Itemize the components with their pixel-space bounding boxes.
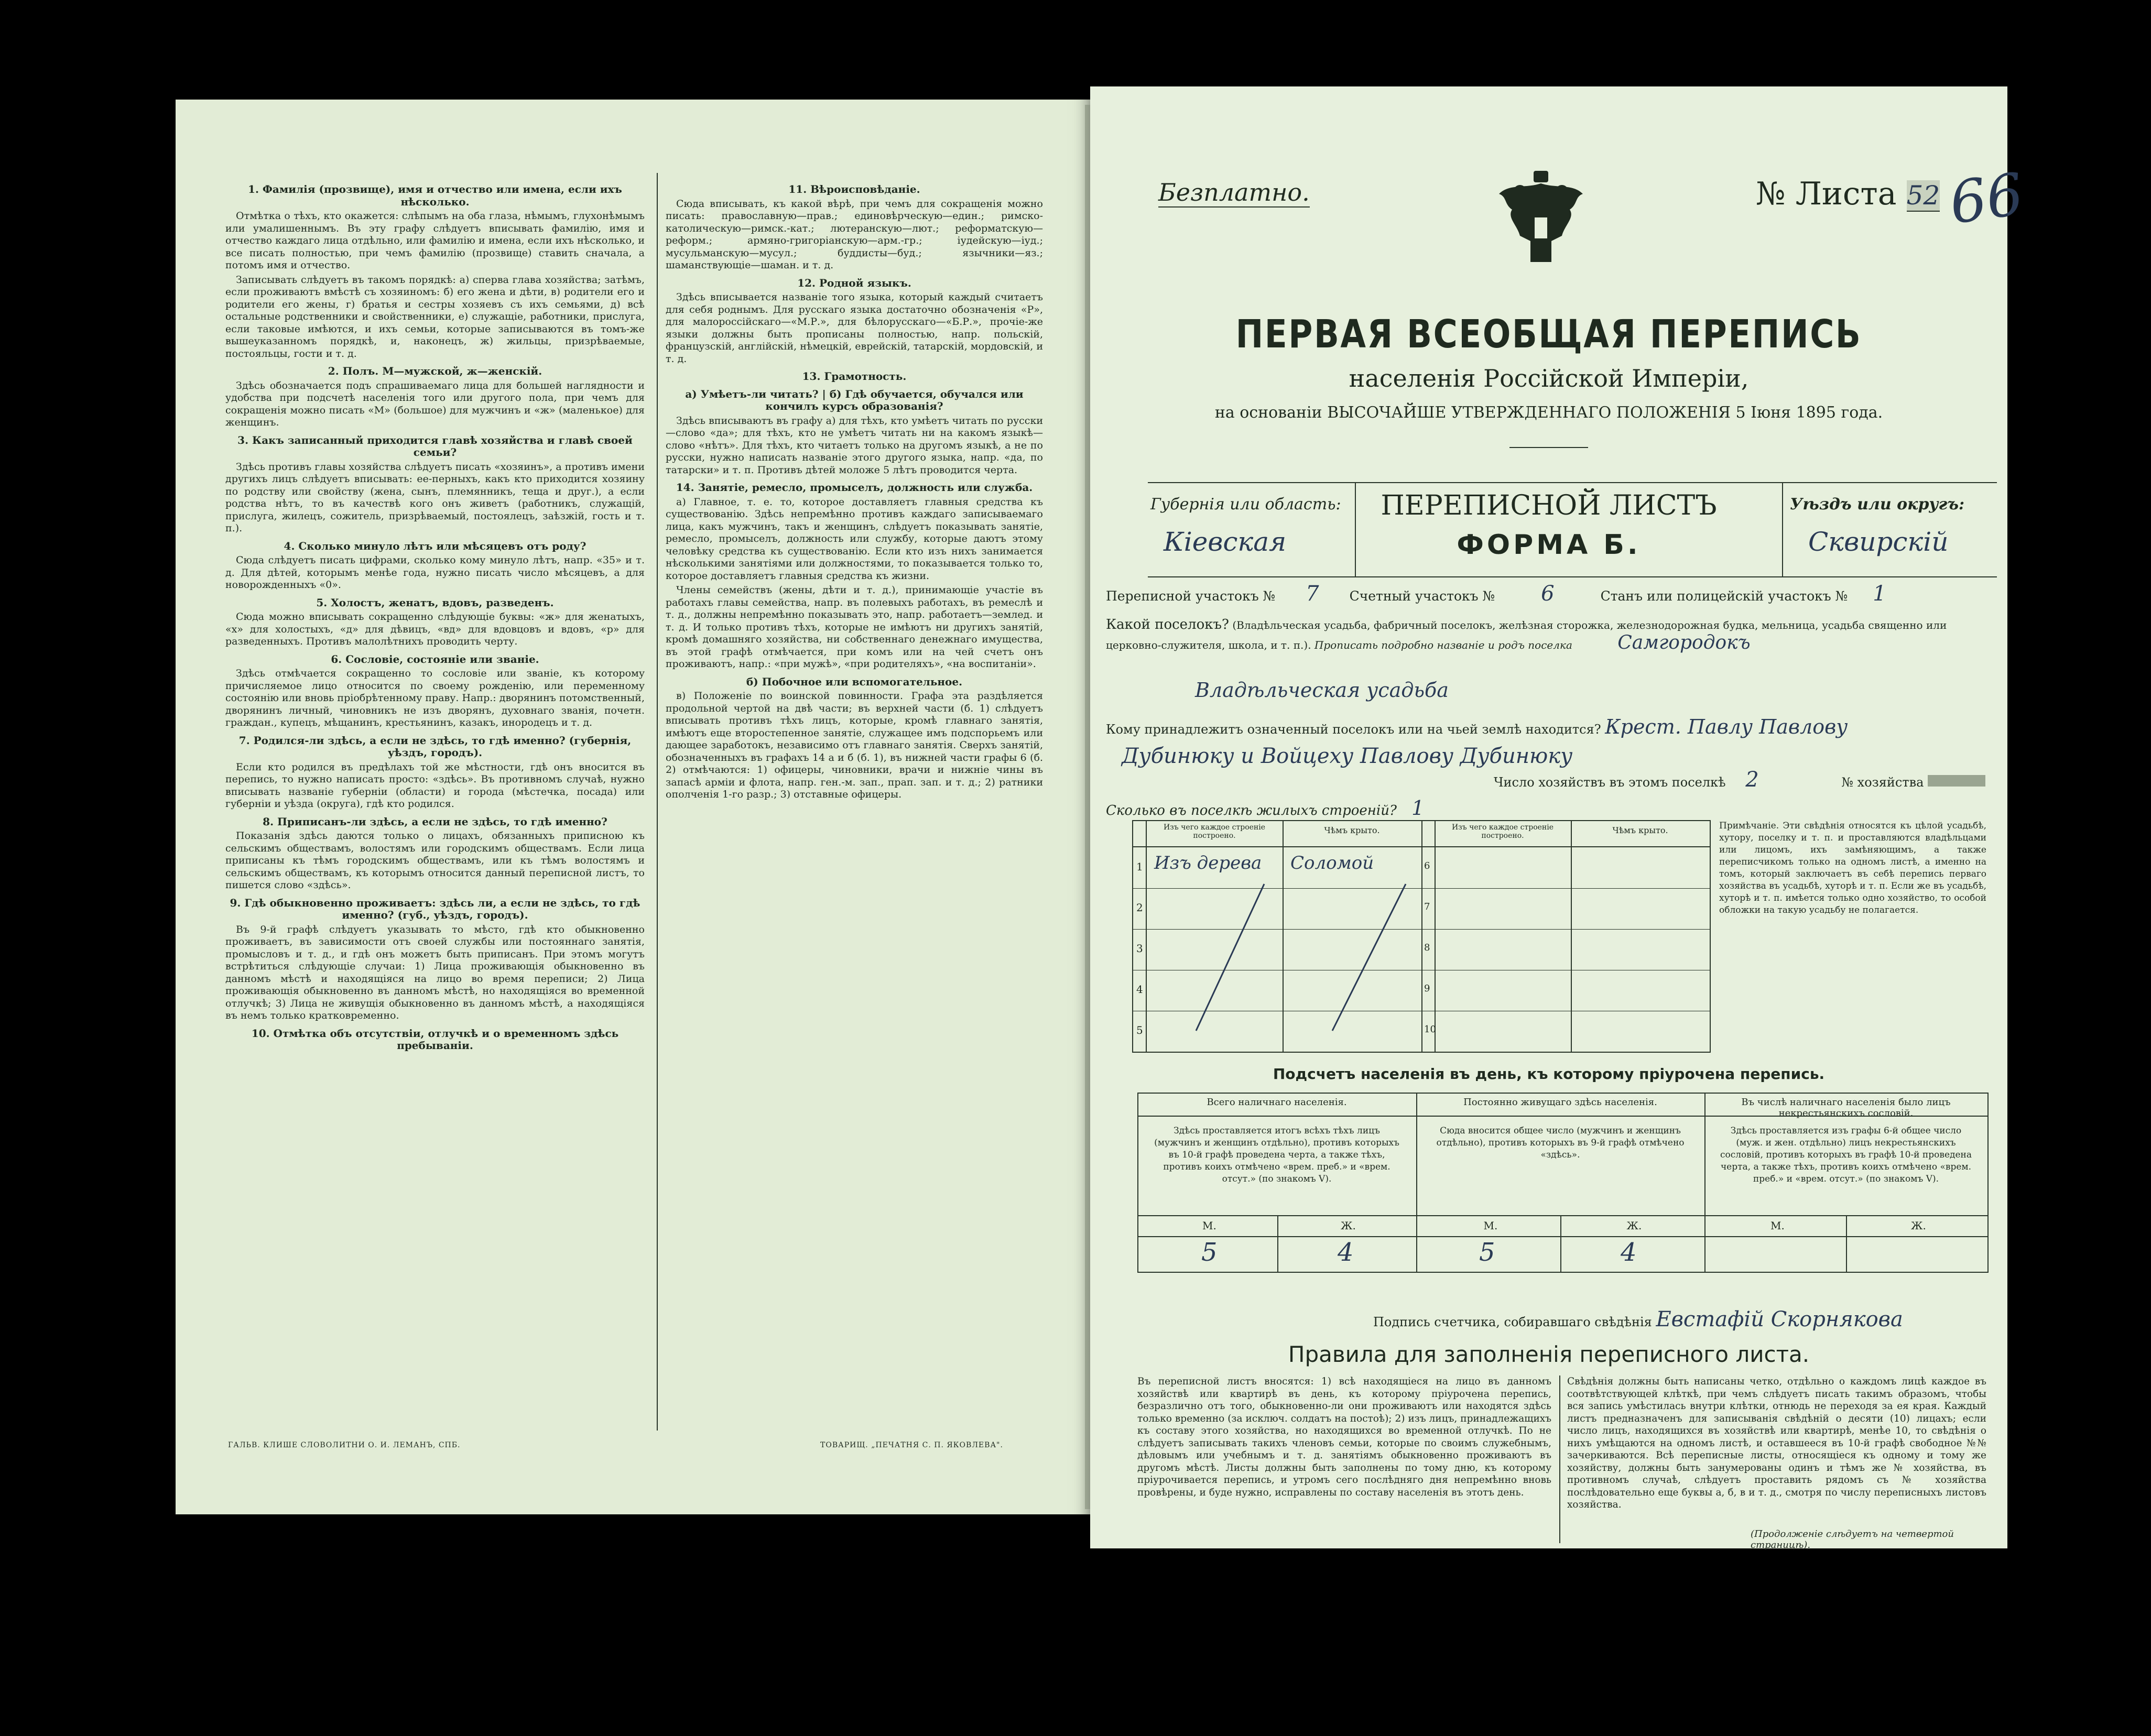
instruction-heading: 12. Родной языкъ. [797,276,911,289]
bt-row-number: 9 [1424,983,1430,994]
title-rule [1509,447,1588,448]
form-type-title: ПЕРЕПИСНОЙ ЛИСТЪ [1381,490,1717,521]
count-column-description: Здѣсь проставляется изъ графы 6-й общее число (муж. и жен. отдѣльно) лицъ некрестьянскихъ сословій, противъ которыхъ въ графѣ 10-й проведена черта, а также тѣхъ, противъ коихъ отмѣчено «врем. преб.» и «врем. отсут.» (по знакомъ V). [1720,1126,1972,1184]
sheet-number-value: 52 [1906,180,1940,211]
bt-row-number: 5 [1136,1024,1143,1036]
women-subheader: Ж. [1626,1219,1642,1232]
instructions-column-1 [225,178,645,1425]
uezd-label: Уѣздъ или округъ: [1790,495,1965,514]
form-type-subtitle: ФОРМА Б. [1457,529,1641,561]
instruction-paragraph: Здѣсь отмѣчается сокращенно то сословіе или званіе, къ которому причисляемое лицо относится по своему рожденію, или переменному состоянію или вновь пріобрѣтенному праву. Напр.: дворянинъ потомственный, дворянинъ личный, чиновникъ не изъ дворянъ, духовнаго званія, почетн. граждан., купецъ, мѣщанинъ, крестьянинъ, казакъ, инородецъ и т. д. [225,668,645,728]
instruction-heading: 6. Сословіе, состояніе или званіе. [331,652,539,665]
rules-title: Правила для заполненія переписного листа. [1288,1341,1810,1367]
bt-strike-lines [1133,821,1427,1052]
ct-mz3 [1846,1215,1847,1272]
count-column-description: Сюда вносится общее число (мужчинъ и женщинъ отдѣльно), противъ которыхъ въ 9-й графѣ отмѣчено «здѣсь». [1436,1126,1685,1160]
bt-row-number: 7 [1424,901,1430,912]
column-divider [657,173,658,1431]
rules-right-text: Свѣдѣнія должны быть написаны четко, отдѣльно о каждомъ лицѣ каждое въ соотвѣтствующей клѣткѣ, при чемъ слѣдуетъ писать такимъ образомъ, чтобы вся запись умѣстилась внутри клѣтки, отнюдь не переходя за ея края. Каждый листъ предназначенъ для записыванія свѣдѣній о десяти (10) лицахъ; если число лицъ, находящихся въ хозяйствѣ или квартирѣ, менѣе 10, то свѣдѣнія о нихъ умѣщаются на одномъ листѣ, и оставшееся въ 10-й графѣ свободное №№ зачеркиваются. Всѣ переписные листы, относящіеся къ одному и тому же хозяйству, должны быть занумерованы одинъ и тѣмъ же № хозяйства, въ противномъ случаѣ, слѣдуетъ проставить рядомъ съ № хозяйства послѣдовательно еще буквы а, б, в и т. д., смотря по числу переписныхъ листовъ хозяйства. [1567,1376,1986,1510]
printer-credit-right: ТОВАРИЩ. „ПЕЧАТНЯ С. П. ЯКОВЛЕВА". [820,1441,1003,1449]
instruction-heading: 14. Занятіе, ремесло, промыселъ, должность или служба. [676,481,1033,494]
free-label: Безплатно. [1158,178,1310,206]
owner-value-line2: Дубинюку и Войцеху Павлову Дубинюку [1122,744,1573,768]
settlement-label: Какой поселокъ? (Владѣльческая усадьба, фабричный поселокъ, желѣзная сторожка, железнодорожная будка, мельница, усадьба священно или церковно-служителя, школа, и т. п.). Прописать подробно названіе и родъ поселка Самгородокъ [1106,617,1947,653]
instruction-heading: 4. Сколько минуло лѣтъ или мѣсяцевъ отъ роду? [284,539,586,552]
counting-district-value: 6 [1541,582,1555,606]
settlement-value: Самгородокъ [1617,632,1751,653]
count-column-header: Всего наличнаго населенія. [1207,1097,1347,1108]
ct-div1 [1416,1094,1417,1272]
district-line: Переписной участокъ № 7 Счетный участокъ № 6 Станъ или полицейскій участокъ № 1 [1106,582,1907,606]
instruction-paragraph: Здѣсь вписываютъ въ графу а) для тѣхъ, кто умѣетъ читать по русски—слово «да»; для тѣхъ, кто не умѣетъ читать ни на какомъ языкѣ—слово «нѣтъ». Для тѣхъ, кто читаетъ только на другомъ языкѣ, а не по русски, нужно написать названіе этого другого языка, напр. «да, по татарски» и т. п. Противъ дѣтей моложе 5 лѣтъ проводится черта. [666,414,1043,476]
ct-rule3 [1138,1236,1987,1237]
header-top-rule [1148,482,1997,483]
bt-row-number: 8 [1424,942,1430,953]
bt-row1-material: Изъ дерева [1154,853,1262,874]
women-subheader: Ж. [1341,1219,1356,1232]
police-district-value: 1 [1873,582,1886,606]
header-bottom-rule [1148,576,1997,577]
bt-row-number: 1 [1136,860,1143,873]
instruction-heading: 1. Фамилія (прозвище), имя и отчество или имена, если ихъ нѣсколько. [248,183,622,208]
sheet-number-label: № Листа 52 [1756,176,1940,212]
instruction-paragraph: Записывать слѣдуетъ въ такомъ порядкѣ: а) сперва глава хозяйства; затѣмъ, если проживаютъ вмѣстѣ съ хозяиномъ: б) его жена и дѣти, в) родители его и родители его жены, г) братья и сестры хозяевъ съ ихъ семьями, д) всѣ остальные родственники и свойственники, е) служащіе, работники, прислуга, если таковые имѣются, и ихъ семьи, которые записываются въ томъ-же вышеуказанномъ порядкѣ, и, наконецъ, ж) жильцы, призрѣваемые, постояльцы, гости и т. д. [225,274,645,359]
form-main-title: ПЕРВАЯ ВСЕОБЩАЯ ПЕРЕПИСЬ [1235,312,1862,357]
gubernia-label: Губернія или область: [1150,495,1341,514]
instruction-paragraph: Здѣсь обозначается подъ спрашиваемаго лица для большей наглядности и удобства при подсчетѣ населенія того или другого пола, при чемъ для сокращенія можно писать «М» (большое) для мужчинъ и «ж» (маленькое) для женщинъ. [225,379,645,428]
census-district-value: 7 [1306,582,1319,606]
ct-mz2 [1560,1215,1561,1272]
bt-row-number: 10 [1424,1024,1436,1035]
form-subtitle: населенія Россійской Имперіи, [1349,364,1749,392]
ct-rule2 [1138,1215,1987,1216]
settlement-value-line2: Владѣльческая усадьба [1195,679,1449,702]
instruction-paragraph: Сюда слѣдуетъ писать цифрами, сколько кому минуло лѣтъ, напр. «35» и т. д. Для дѣтей, которымъ менѣе года, нужно писать число мѣсяцевъ, а для новорожденныхъ «0». [225,554,645,591]
rules-continued: (Продолженіе слѣдуетъ на четвертой страницѣ). [1751,1528,1954,1551]
uezd-value: Сквирскій [1808,527,1949,557]
bt-row1-roof: Соломой [1290,853,1374,874]
owner-line: Кому принадлежитъ означенный поселокъ или на чьей землѣ находится? Крест. Павлу Павлову [1106,715,1848,738]
instruction-paragraph: Если кто родился въ предѣлахъ той же мѣстности, гдѣ онъ вносится въ перепись, то нужно написать просто: «здѣсь». Въ противномъ случаѣ, нужно вписывать названіе губерніи (области) и города (мѣстечка, посада) или губерніи и уѣзда (округа), гдѣ кто родился. [225,761,645,810]
instruction-heading: 13. Грамотность. [802,370,907,383]
instruction-heading: 8. Приписанъ-ли здѣсь, а если не здѣсь, то гдѣ именно? [263,815,607,828]
right-page-census-form [1090,86,2028,1551]
bt-div4 [1435,821,1436,1052]
instruction-heading: 9. Гдѣ обыкновенно проживаетъ: здѣсь ли, а если не здѣсь, то гдѣ именно? (губ., уѣздъ, городъ). [230,896,640,921]
bt-row-number: 4 [1136,983,1143,996]
households-value: 2 [1745,768,1759,792]
bt-header-roof-right: Чѣмъ крыто. [1612,825,1668,835]
instruction-heading: 3. Какъ записанный приходится главѣ хозяйства и главѣ своей семьи? [237,433,633,458]
total-men-count: 5 [1201,1238,1218,1267]
households-line: Число хозяйствъ въ этомъ поселкѣ 2 № хозяйства [1494,768,1985,792]
count-section-title: Подсчетъ населенія въ день, къ которому пріурочена перепись. [1273,1065,1825,1083]
corner-archive-number: 66 [1945,160,2028,237]
instruction-paragraph: Отмѣтка о тѣхъ, кто окажется: слѣпымъ на оба глаза, нѣмымъ, глухонѣмымъ или умалишеннымъ. Въ эту графу слѣдуетъ вписывать фамилію, имя и отчество каждаго лица отдѣльно, или фамилію и имена, если ихъ нѣсколько, и все писать полностью, при чемъ фамилію (прозвище) ставить сначала, а потомъ имя и отчество. [225,210,645,271]
bt-row-number: 3 [1136,942,1143,955]
men-subheader: М. [1770,1219,1785,1232]
bt-div5 [1571,821,1572,1052]
instruction-paragraph: а) Главное, т. е. то, которое доставляетъ главныя средства къ существованію. Здѣсь непремѣнно противъ каждаго записываемаго лица, какъ мужчинъ, такъ и женщинъ, слѣдуетъ показывать занятіе, ремесло, промыселъ, должность или службу, которые даютъ этому человѣку средства къ существованію. Если кто изъ нихъ занимается нѣсколькими занятіями или должностями, то показывается только то, которое доставляетъ главныя средства къ жизни. [666,496,1043,582]
bt-header-material-right: Изъ чего каждое строеніе построено. [1451,823,1554,840]
buildings-table [1132,820,1711,1053]
bt-header-roof-left: Чѣмъ крыто. [1324,825,1380,835]
count-column-description: Здѣсь проставляется итогъ всѣхъ тѣхъ лицъ (мужчинъ и женщинъ отдѣльно), противъ которыхъ въ 10-й графѣ проведена черта, а также тѣхъ, противъ коихъ отмѣчено «врем. преб.» и «врем. отсут.» (по знакомъ V). [1154,1126,1399,1184]
instruction-paragraph: Сюда можно вписывать сокращенно слѣдующіе буквы: «ж» для женатыхъ, «х» для холостыхъ, «д» для дѣвицъ, «вд» для вдовцовъ и вдовъ, «р» для разведенныхъ. Противъ малолѣтнихъ проводить черту. [225,611,645,647]
permanent-women-count: 4 [1621,1238,1637,1267]
buildings-line: Сколько въ поселкѣ жилыхъ строеній? 1 [1106,796,1425,820]
left-page-instructions [176,100,1101,1514]
ct-div2 [1704,1094,1705,1272]
double-headed-eagle-emblem [1489,168,1593,272]
permanent-men-count: 5 [1479,1238,1495,1267]
form-legal-basis: на основаніи ВЫСОЧАЙШЕ УТВЕРЖДЕННАГО ПОЛОЖЕНІЯ 5 Іюня 1895 года. [1214,403,1883,422]
household-number-redacted [1928,775,1985,787]
instruction-paragraph: Члены семействъ (жены, дѣти и т. д.), принимающіе участіе въ работахъ главы семейства, напр. въ полевыхъ работахъ, въ ремеслѣ и т. д., должны непремѣнно показывать это, напр. работаетъ—землед. и т. д. И только противъ тѣхъ, которые не имѣютъ ни другихъ занятій, кромѣ домашняго хозяйства, ни собственнаго денежнаго имущества, въ этой графѣ отмѣчается, при комъ или на чей счетъ онъ проживаютъ, напр.: «при мужѣ», «при родителяхъ», «на воспитаніи». [666,584,1043,670]
gubernia-value: Кіевская [1164,527,1287,557]
bt-row-number: 6 [1424,860,1430,871]
instruction-paragraph: Показанія здѣсь даются только о лицахъ, обязанныхъ приписною къ сельскимъ обществамъ, волостямъ или городскимъ обществамъ. Если лица приписаны къ тѣмъ городскимъ обществамъ, или къ тѣмъ волостямъ и сельскимъ обществамъ, къ которымъ относится данный переписной листъ, то пишется слово «здѣсь». [225,830,645,891]
count-column-header: Въ числѣ наличнаго населенія было лицъ некрестьянскихъ сословій. [1741,1097,1951,1119]
instruction-heading: 5. Холостъ, женатъ, вдовъ, разведенъ. [316,596,554,609]
rules-left-text: Въ переписной листъ вносятся: 1) всѣ находящіеся на лицо въ данномъ хозяйствѣ или квартирѣ въ день, къ которому пріурочена перепись, безразлично отъ того, обыкновенно-ли они проживаютъ или находятся здѣсь только временно (за исключ. солдатъ на постоѣ); 2) изъ лицъ, принадлежащихъ къ составу этого хозяйства, но находящихся во временной отлучкѣ. По не слѣдуетъ записывать такихъ членовъ семьи, которые по своимъ служебнымъ, дѣловымъ или учебнымъ и т. д. занятіямъ обыкновенно проживаютъ въ другомъ мѣстѣ. Листы должны быть заполнены по тому дню, къ которому пріурочивается перепись, и утромъ сего послѣдняго дня непремѣнно вновь провѣрены, и буде нужно, исправлены по составу населенія въ этотъ день. [1137,1376,1551,1498]
instruction-paragraph: Сюда вписывать, къ какой вѣрѣ, при чемъ для сокращенія можно писать: православную—прав.; единовѣрческую—един.; римско-католическую—римск.-кат.; лютеранскую—лют.; реформатскую—реформ.; армяно-григоріанскую—арм.-гр.; іудейскую—іуд.; мусульманскую—мусул.; буддисты—буд.; язычники—яз.; шаманствующіе—шаман. и т. д. [666,198,1043,271]
bt-row-number: 2 [1136,901,1143,914]
instruction-heading: б) Побочное или вспомогательное. [746,675,963,688]
bt-header-material-left: Изъ чего каждое строеніе построено. [1163,823,1266,840]
buildings-note: Примѣчаніе. Эти свѣдѣнія относятся къ цѣлой усадьбѣ, хутору, поселку и т. п. и проставляются владѣльцами или лицомъ, ихъ замѣняющимъ, а также переписчикомъ только на одномъ листѣ, а именно на томъ, который заключаетъ въ себѣ перепись перваго хозяйства въ усадьбѣ, хуторѣ и т. п. Если же въ усадьбѣ, хуторѣ и т. п. имѣется только одно хозяйство, то особой обложки на такую усадьбу не полагается. [1719,821,1986,915]
count-table [1137,1093,1989,1273]
owner-value: Крест. Павлу Павлову [1605,715,1848,738]
signature-value: Евстафій Скорнякова [1656,1307,1903,1331]
instruction-heading: 11. Вѣроисповѣданіе. [788,183,920,195]
instructions-column-2 [666,178,1043,1425]
instruction-paragraph: в) Положеніе по воинской повинности. Графа эта раздѣляется продольной чертой на двѣ части; въ верхней части (б. 1) слѣдуетъ вписывать противъ тѣхъ лицъ, которые, кромѣ главнаго занятія, имѣютъ еще второстепенное занятіе, служащее имъ подспорьемъ или дающее заработокъ, независимо отъ главнаго занятія. Сверхъ занятій, обозначенныхъ въ графахъ 14 а и б (б. 1), въ нижней части графы 6 (б. 2) отмѣчаются: 1) офицеры, чиновники, врачи и нижніе чины въ запасѣ арміи и флота, напр. ген.-м. зап., прап. зап. и т. д.; 2) ратники ополченія 1-го разр.; 3) отставные офицеры. [666,690,1043,800]
count-column-header: Постоянно живущаго здѣсь населенія. [1463,1097,1657,1108]
women-subheader: Ж. [1911,1219,1926,1232]
total-women-count: 4 [1338,1238,1354,1267]
instruction-heading: а) Умѣетъ-ли читать? | б) Гдѣ обучается, обучался или кончилъ курсъ образованія? [685,387,1024,412]
instruction-heading-absence: 10. Отмѣтка объ отсутствіи, отлучкѣ и о временномъ здѣсь пребываніи. [251,1027,619,1052]
signature-line: Подпись счетчика, собиравшаго свѣдѣнія Евстафій Скорнякова [1373,1307,1903,1331]
rules-divider [1559,1375,1560,1543]
instruction-paragraph: Здѣсь вписывается названіе того языка, который каждый считаетъ для себя роднымъ. Для русскаго языка достаточно обозначенія «Р», для малороссійскаго—«М.Р.», для бѣлорусскаго—«Б.Р.», прочіе-же языки должны быть прописаны полностью, напр. польскій, французскій, англійскій, нѣмецкій, еврейскій, татарскій, мордовскій, и т. д. [666,291,1044,365]
men-subheader: М. [1483,1219,1498,1232]
instruction-paragraph: Въ 9-й графѣ слѣдуетъ указывать то мѣсто, гдѣ кто обыкновенно проживаетъ, въ зависимости отъ своей службы или постояннаго занятія, промысловъ и т. д., и гдѣ онъ можетъ быть приписанъ. При этомъ могутъ встрѣтиться слѣдующіе случаи: 1) Лица проживающія обыкновенно въ данномъ мѣстѣ и находящіяся на лицо во время переписи; 2) Лица проживающія обыкновенно въ данномъ мѣстѣ, но находящіяся во временной отлучкѣ; 3) Лица не живущія обыкновенно въ данномъ мѣстѣ, а находящіяся въ немъ только кратковременно. [225,923,645,1021]
instruction-heading: 7. Родился-ли здѣсь, а если не здѣсь, то гдѣ именно? (губернія, уѣздъ, городъ). [238,734,632,759]
men-subheader: М. [1202,1219,1216,1232]
printer-credit-left: ГАЛЬВ. КЛИШЕ СЛОВОЛИТНИ О. И. ЛЕМАНЪ, СПБ. [228,1441,461,1449]
instruction-paragraph: Здѣсь противъ главы хозяйства слѣдуетъ писать «хозяинъ», а противъ имени другихъ лицъ слѣдуетъ вписывать: ее-перныхъ, какъ кто приходится хозяину по родству или свойству (жена, сынъ, племянникъ, теща и друг.), а если родства нѣтъ, то въ качествѣ кого онъ живетъ (работникъ, служащій, прислуга, жилецъ, сожитель, призрѣваемый, постоялецъ, заѣзжій, гость и т. п.). [225,461,645,534]
buildings-value: 1 [1411,796,1425,820]
ct-mz1 [1277,1215,1278,1272]
instruction-heading: 2. Полъ. М—мужской, ж—женскій. [328,365,542,377]
